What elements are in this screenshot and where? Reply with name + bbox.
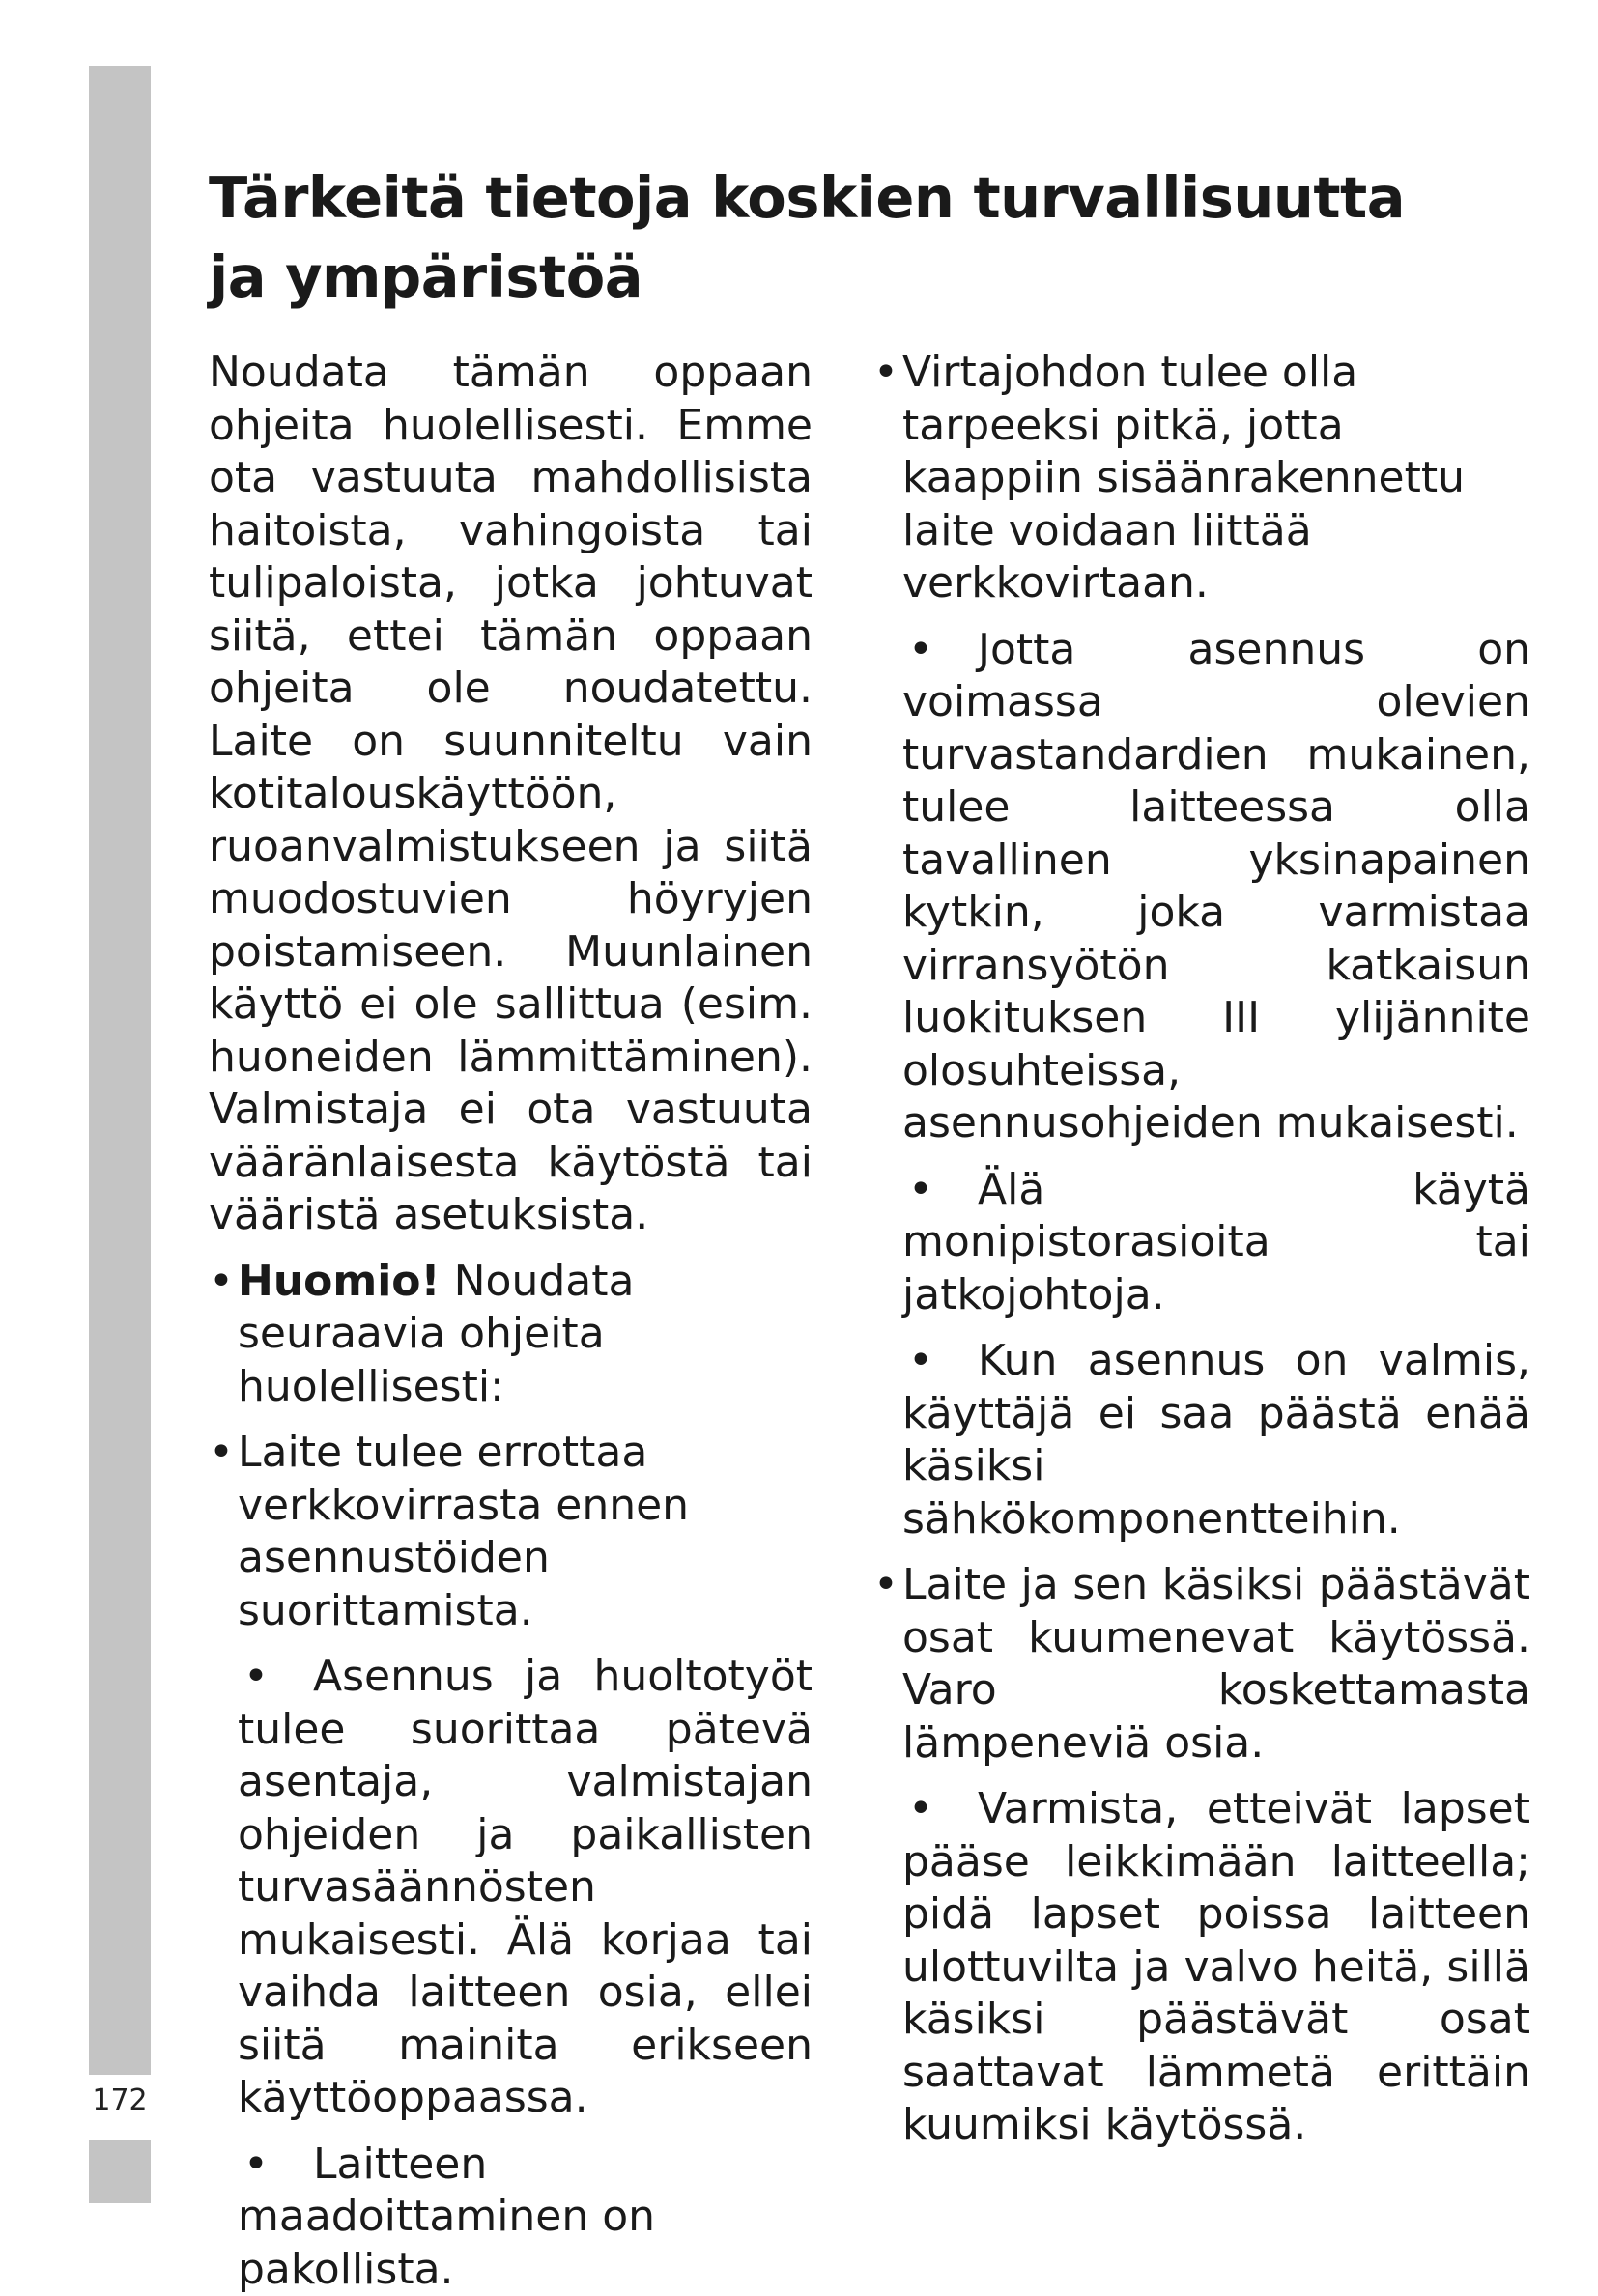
right-column [873,347,1530,2152]
bullet-icon: • [873,1559,899,1612]
list-item [873,1559,1530,1770]
list-item [209,1256,813,1414]
left-column [209,347,813,2296]
page-title: Tärkeitä tietoja koskien turvallisuutta ja ympäristöä [209,158,1465,317]
list-item [209,1651,813,2125]
attention-label: Huomio! [238,1257,441,1306]
list-item [873,1335,1530,1545]
bullet-icon: • [209,1256,234,1309]
hot-parts-text: Laite ja sen käsiksi päästävät osat kuumenevat käytössä. Varo koskettamasta lämpeneviä osia. [902,1559,1530,1770]
side-bar [89,66,151,2075]
intro-paragraph: Noudata tämän oppaan ohjeita huolellisesti. Emme ota vastuuta mahdollisista haitoista, vahingoista tai tulipaloista, jotka johtuvat siitä, ettei tämän oppaan ohjeita ole noudatettu. Laite on suunniteltu vain kotitalouskäyttöön, ruoanvalmistukseen ja siitä muodostuvien höyryjen poistamiseen. Muunlainen käyttö ei ole sallittua (esim. huoneiden lämmittäminen). Valmistaja ei ota vastuuta vääränlaisesta käytöstä tai vääristä asetuksista. [209,347,813,1242]
bullet-icon: • [209,1427,234,1480]
grounding-text: Laitteen maadoittaminen on pakollista. [238,2139,813,2296]
bullet-icon: • [908,1783,933,1836]
bullet-icon: • [908,1335,933,1388]
page-number: 172 [89,2083,151,2117]
list-item [873,347,1530,610]
list-item [873,624,1530,1150]
bullet-icon: • [243,1651,269,1704]
standards-text: Jotta asennus on voimassa olevien turvastandardien mukainen, tulee laitteessa olla tavallinen yksinapainen kytkin, joka varmistaa virransyötön katkaisun luokituksen III ylijännite olosuhteissa, asennusohjeiden mukaisesti. [902,624,1530,1150]
installation-text: Asennus ja huoltotyöt tulee suorittaa pätevä asentaja, valmistajan ohjeiden ja paikallisten turvasäännösten mukaisesti. Älä korjaa tai vaihda laitteen osia, ellei siitä mainita erikseen käyttöoppaassa. [238,1651,813,2125]
multiplugs-text: Älä käytä monipistorasioita tai jatkojohtoja. [902,1164,1530,1322]
disconnect-text: Laite tulee errottaa verkkovirrasta ennen asennustöiden suorittamista. [238,1428,689,1635]
bullet-icon: • [873,347,899,400]
side-block [89,2140,151,2203]
bullet-icon: • [908,624,933,677]
bullet-icon: • [243,2139,269,2192]
components-text: Kun asennus on valmis, käyttäjä ei saa päästä enää käsiksi sähkökomponentteihin. [902,1335,1530,1545]
cord-text: Virtajohdon tulee olla tarpeeksi pitkä, jotta kaappiin sisäänrakennettu laite voidaan liittää verkkovirtaan. [902,348,1465,608]
attention-text: Noudata seuraavia ohjeita huolellisesti: [238,1257,634,1411]
bullet-icon: • [908,1164,933,1217]
list-item [873,1164,1530,1322]
children-text: Varmista, etteivät lapset pääse leikkimään laitteella; pidä lapset poissa laitteen ulottuvilta ja valvo heitä, sillä käsiksi päästävät osat saattavat lämmetä erittäin kuumiksi käytössä. [902,1783,1530,2152]
list-item [873,1783,1530,2152]
list-item [209,1427,813,1637]
list-item [209,2139,813,2296]
